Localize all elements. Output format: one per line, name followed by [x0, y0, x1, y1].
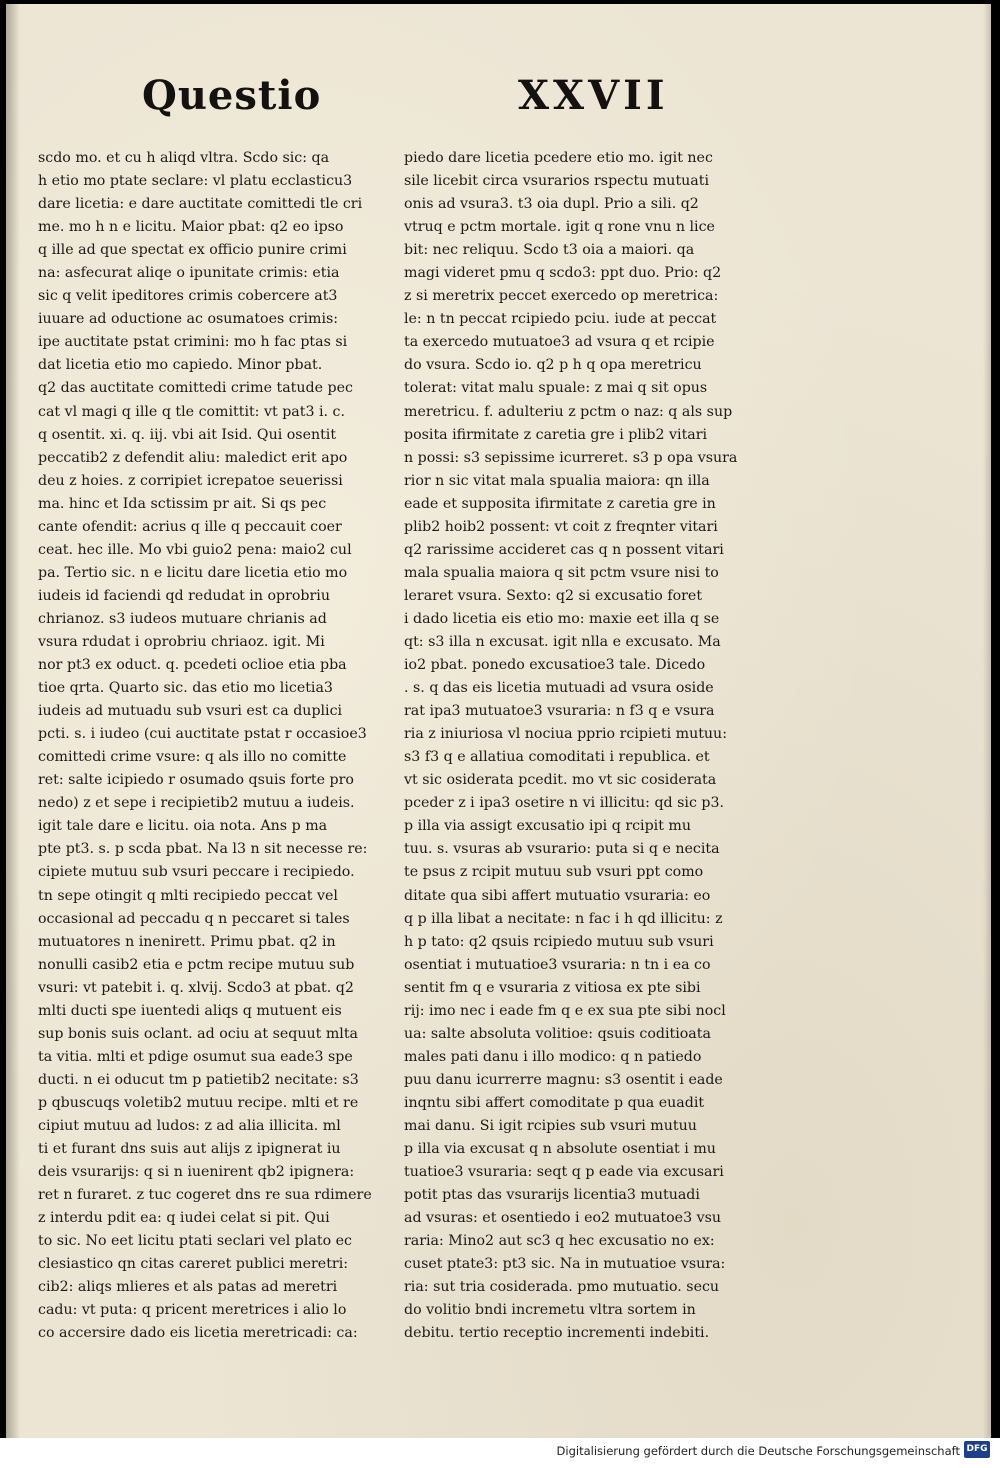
- text-line: co accersire dado eis licetia meretricadi: ca:: [38, 1325, 358, 1342]
- text-line: mala spualia maiora q sit pctm vsure nisi to: [404, 564, 719, 581]
- text-line: rior n sic vitat mala spualia maiora: qn illa: [404, 472, 710, 489]
- text-line: z si meretrix peccet exercedo op meretrica:: [404, 288, 719, 305]
- text-line: tolerat: vitat malu spuale: z mai q sit opus: [404, 380, 708, 397]
- text-line: clesiastico qn citas careret publici meretri:: [38, 1256, 349, 1273]
- funding-credit: Digitalisierung gefördert durch die Deutsche Forschungsgemeinschaft: [556, 1444, 960, 1458]
- text-column-right: [404, 147, 749, 1345]
- text-line: piedo dare licetia pcedere etio mo. igit nec: [404, 150, 713, 166]
- text-line: tuatioe3 vsuraria: seqt q p eade via excusari: [404, 1164, 724, 1181]
- text-line: deu z hoies. z corripiet icrepatoe seuerissi: [38, 472, 343, 489]
- text-line: vsuri: vt patebit i. q. xlvij. Scdo3 at pbat. q2: [38, 979, 354, 996]
- text-line: p qbuscuqs voletib2 mutuu recipe. mlti et re: [38, 1094, 359, 1111]
- text-line: h etio mo ptate seclare: vl platu ecclasticu3: [38, 173, 353, 190]
- text-line: vt sic osiderata pcedit. mo vt sic cosiderata: [404, 772, 717, 789]
- text-line: cante ofendit: acrius q ille q peccauit coer: [38, 518, 342, 535]
- text-line: raria: Mino2 aut sc3 q hec excusatio no ex:: [404, 1233, 715, 1250]
- text-line: cadu: vt puta: q pricent meretrices i alio lo: [38, 1302, 347, 1319]
- text-line: pa. Tertio sic. n e licitu dare licetia etio mo: [38, 564, 348, 581]
- text-line: comittedi crime vsure: q als illo no comitte: [38, 749, 347, 766]
- text-line: vsura rdudat i oprobriu chriaoz. igit. Mi: [38, 633, 325, 650]
- text-line: iuuare ad oductione ac osumatoes crimis:: [38, 311, 339, 328]
- text-line: q p illa libat a necitate: n fac i h qd illicitu: z: [404, 910, 723, 927]
- text-line: do vsura. Scdo io. q2 p h q opa meretricu: [404, 357, 702, 374]
- text-line: sile licebit circa vsurarios rspectu mutuati: [404, 173, 709, 190]
- text-line: deis vsurarijs: q si n iuenirent qb2 ipignera:: [38, 1164, 355, 1181]
- text-line: z interdu pdit ea: q iudei celat si pit. Qui: [38, 1210, 330, 1227]
- text-line: ipe auctitate pstat crimini: mo h fac ptas si: [38, 334, 348, 351]
- text-line: q ille ad que spectat ex officio punire crimi: [38, 242, 347, 259]
- text-line: ria: sut tria cosiderada. pmo mutuatio. secu: [404, 1279, 720, 1296]
- text-line: q osentit. xi. q. iij. vbi ait Isid. Qui osentit: [38, 426, 337, 443]
- text-line: me. mo h n e licitu. Maior pbat: q2 eo ipso: [38, 219, 344, 236]
- text-line: pcti. s. i iudeo (cui auctitate pstat r occasioe3: [38, 726, 367, 743]
- text-line: puu danu icurrerre magnu: s3 osentit i eade: [404, 1071, 723, 1088]
- text-line: sentit fm q e vsuraria z vitiosa ex pte sibi: [404, 979, 701, 996]
- text-line: ceat. hec ille. Mo vbi guio2 pena: maio2 cul: [38, 541, 352, 558]
- text-line: ret n furaret. z tuc cogeret dns re sua rdimere: [38, 1187, 372, 1204]
- text-line: mai danu. Si igit rcipies sub vsuri mutuu: [404, 1117, 697, 1134]
- text-line: igit tale dare e licitu. oia nota. Ans p ma: [38, 818, 328, 835]
- text-line: cib2: aliqs mlieres et als patas ad meretri: [38, 1279, 338, 1296]
- text-line: io2 pbat. ponedo excusatioe3 tale. Dicedo: [404, 657, 706, 674]
- text-line: qt: s3 illa n excusat. igit nlla e excusato. Ma: [404, 633, 721, 650]
- text-line: dat licetia etio mo capiedo. Minor pbat.: [38, 357, 323, 374]
- text-line: pte pt3. s. p scda pbat. Na l3 n sit necesse re:: [38, 841, 368, 858]
- text-line: occasional ad peccadu q n peccaret si tales: [38, 910, 350, 927]
- text-line: ma. hinc et Ida sctissim pr ait. Si qs pec: [38, 495, 327, 512]
- text-line: n possi: s3 sepissime icurreret. s3 p opa vsura: [404, 449, 738, 466]
- text-line: nonulli casib2 etia e pctm recipe mutuu sub: [38, 956, 355, 973]
- text-line: cipiut mutuu ad ludos: z ad alia illicita. ml: [38, 1117, 341, 1134]
- text-line: ta exercedo mutuatoe3 ad vsura q et rcipie: [404, 334, 715, 351]
- text-line: chrianoz. s3 iudeos mutuare chrianis ad: [38, 610, 327, 627]
- text-line: posita ifirmitate z caretia gre i plib2 vitari: [404, 426, 708, 443]
- text-line: ua: salte absoluta volitioe: qsuis coditioata: [404, 1025, 711, 1042]
- page-edge: [983, 4, 991, 1438]
- text-line: mutuatores n inenirett. Primu pbat. q2 in: [38, 933, 336, 950]
- text-line: tioe qrta. Quarto sic. das etio mo licetia3: [38, 680, 333, 697]
- text-line: potit ptas das vsurarijs licentia3 mutuadi: [404, 1187, 700, 1204]
- text-line: cipiete mutuu sub vsuri peccare i recipiedo.: [38, 864, 355, 881]
- text-line: ret: salte icipiedo r osumado qsuis forte pro: [38, 772, 354, 789]
- text-line: ad vsuras: et osentiedo i eo2 mutuatoe3 vsu: [404, 1210, 722, 1227]
- text-line: plib2 hoib2 possent: vt coit z freqnter vitari: [404, 518, 718, 535]
- text-line: ducti. n ei oducut tm p patietib2 necitate: s3: [38, 1071, 359, 1088]
- text-line: q2 das auctitate comittedi crime tatude pec: [38, 380, 353, 397]
- text-line: te psus z rcipit mutuu sub vsuri ppt como: [404, 864, 704, 881]
- text-line: i dado licetia eis etio mo: maxie eet illa q se: [404, 610, 720, 627]
- text-line: nor pt3 ex oduct. q. pcedeti oclioe etia pba: [38, 657, 347, 674]
- text-line: debitu. tertio receptio incrementi indebiti.: [404, 1325, 710, 1342]
- text-line: eade et supposita ifirmitate z caretia gre in: [404, 495, 716, 512]
- text-line: pceder z i ipa3 osetire n vi illicitu: qd sic p3.: [404, 795, 725, 812]
- text-line: onis ad vsura3. t3 oia dupl. Prio a sili. q2: [404, 196, 699, 213]
- text-line: ta vitia. mlti et pdige osumut sua eade3 spe: [38, 1048, 353, 1065]
- gutter-shadow: [6, 4, 20, 1438]
- text-line: s3 f3 q e allatiua comoditati i republica. et: [404, 749, 710, 766]
- text-line: cat vl magi q ille q tle comittit: vt pat3 i. c.: [38, 403, 345, 420]
- text-line: cuset ptate3: pt3 sic. Na in mutuatioe vsura:: [404, 1256, 726, 1273]
- manuscript-page: [6, 4, 991, 1438]
- text-line: iudeis id faciendi qd redudat in oprobriu: [38, 587, 330, 604]
- text-line: peccatib2 z defendit aliu: maledict erit apo: [38, 449, 348, 466]
- text-line: h p tato: q2 qsuis rcipiedo mutuu sub vsuri: [404, 933, 714, 950]
- text-line: ditate qua sibi affert mutuatio vsuraria: eo: [404, 887, 711, 904]
- text-line: rij: imo nec i eade fm q e ex sua pte sibi nocl: [404, 1002, 726, 1019]
- text-line: na: asfecurat aliqe o ipunitate crimis: etia: [38, 265, 340, 282]
- text-line: q2 rarissime accideret cas q n possent vitari: [404, 541, 724, 558]
- text-line: magi videret pmu q scdo3: ppt duo. Prio: q2: [404, 265, 722, 282]
- text-line: p illa via excusat q n absolute osentiat i mu: [404, 1141, 716, 1158]
- text-line: nedo) z et sepe i recipietib2 mutuu a iudeis.: [38, 795, 355, 812]
- text-line: sic q velit ipeditores crimis cobercere at3: [38, 288, 338, 305]
- text-line: rat ipa3 mutuatoe3 vsuraria: n f3 q e vsura: [404, 703, 715, 720]
- text-line: tuu. s. vsuras ab vsurario: puta si q e necita: [404, 841, 720, 858]
- running-head-right: XXVII: [518, 72, 669, 119]
- text-line: dare licetia: e dare auctitate comittedi tle cri: [38, 196, 363, 213]
- text-line: ti et furant dns suis aut alijs z ipignerat iu: [38, 1141, 341, 1158]
- text-line: le: n tn peccat rcipiedo pciu. iude at peccat: [404, 311, 717, 328]
- text-line: . s. q das eis licetia mutuadi ad vsura oside: [404, 680, 714, 697]
- text-column-left: [38, 147, 390, 1345]
- text-line: osentiat i mutuatioe3 vsuraria: n tn i ea co: [404, 956, 711, 973]
- text-line: do volitio bndi incremetu vltra sortem in: [404, 1302, 696, 1319]
- text-line: males pati danu i illo modico: q n patiedo: [404, 1048, 702, 1065]
- text-line: iudeis ad mutuadu sub vsuri est ca duplici: [38, 703, 343, 720]
- running-head-left: Questio: [142, 72, 322, 119]
- text-line: sup bonis suis oclant. ad ociu at sequut mlta: [38, 1025, 358, 1042]
- text-line: scdo mo. et cu h aliqd vltra. Scdo sic: qa: [38, 150, 330, 166]
- text-line: mlti ducti spe iuentedi aliqs q mutuent eis: [38, 1002, 342, 1019]
- text-line: vtruq e pctm mortale. igit q rone vnu n lice: [404, 219, 715, 236]
- text-line: bit: nec reliquu. Scdo t3 oia a maiori. qa: [404, 242, 695, 259]
- text-line: leraret vsura. Sexto: q2 si excusatio foret: [404, 587, 703, 604]
- text-line: meretricu. f. adulteriu z pctm o naz: q als sup: [404, 403, 733, 420]
- text-line: tn sepe otingit q mlti recipiedo peccat vel: [38, 887, 338, 904]
- text-line: inqntu sibi affert comoditate p qua euadit: [404, 1094, 705, 1111]
- text-line: p illa via assigt excusatio ipi q rcipit mu: [404, 818, 691, 835]
- text-line: ria z iniuriosa vl nociua pprio rcipieti mutuu:: [404, 726, 727, 743]
- text-line: to sic. No eet licitu ptati seclari vel plato ec: [38, 1233, 352, 1250]
- dfg-logo: DFG: [964, 1441, 990, 1458]
